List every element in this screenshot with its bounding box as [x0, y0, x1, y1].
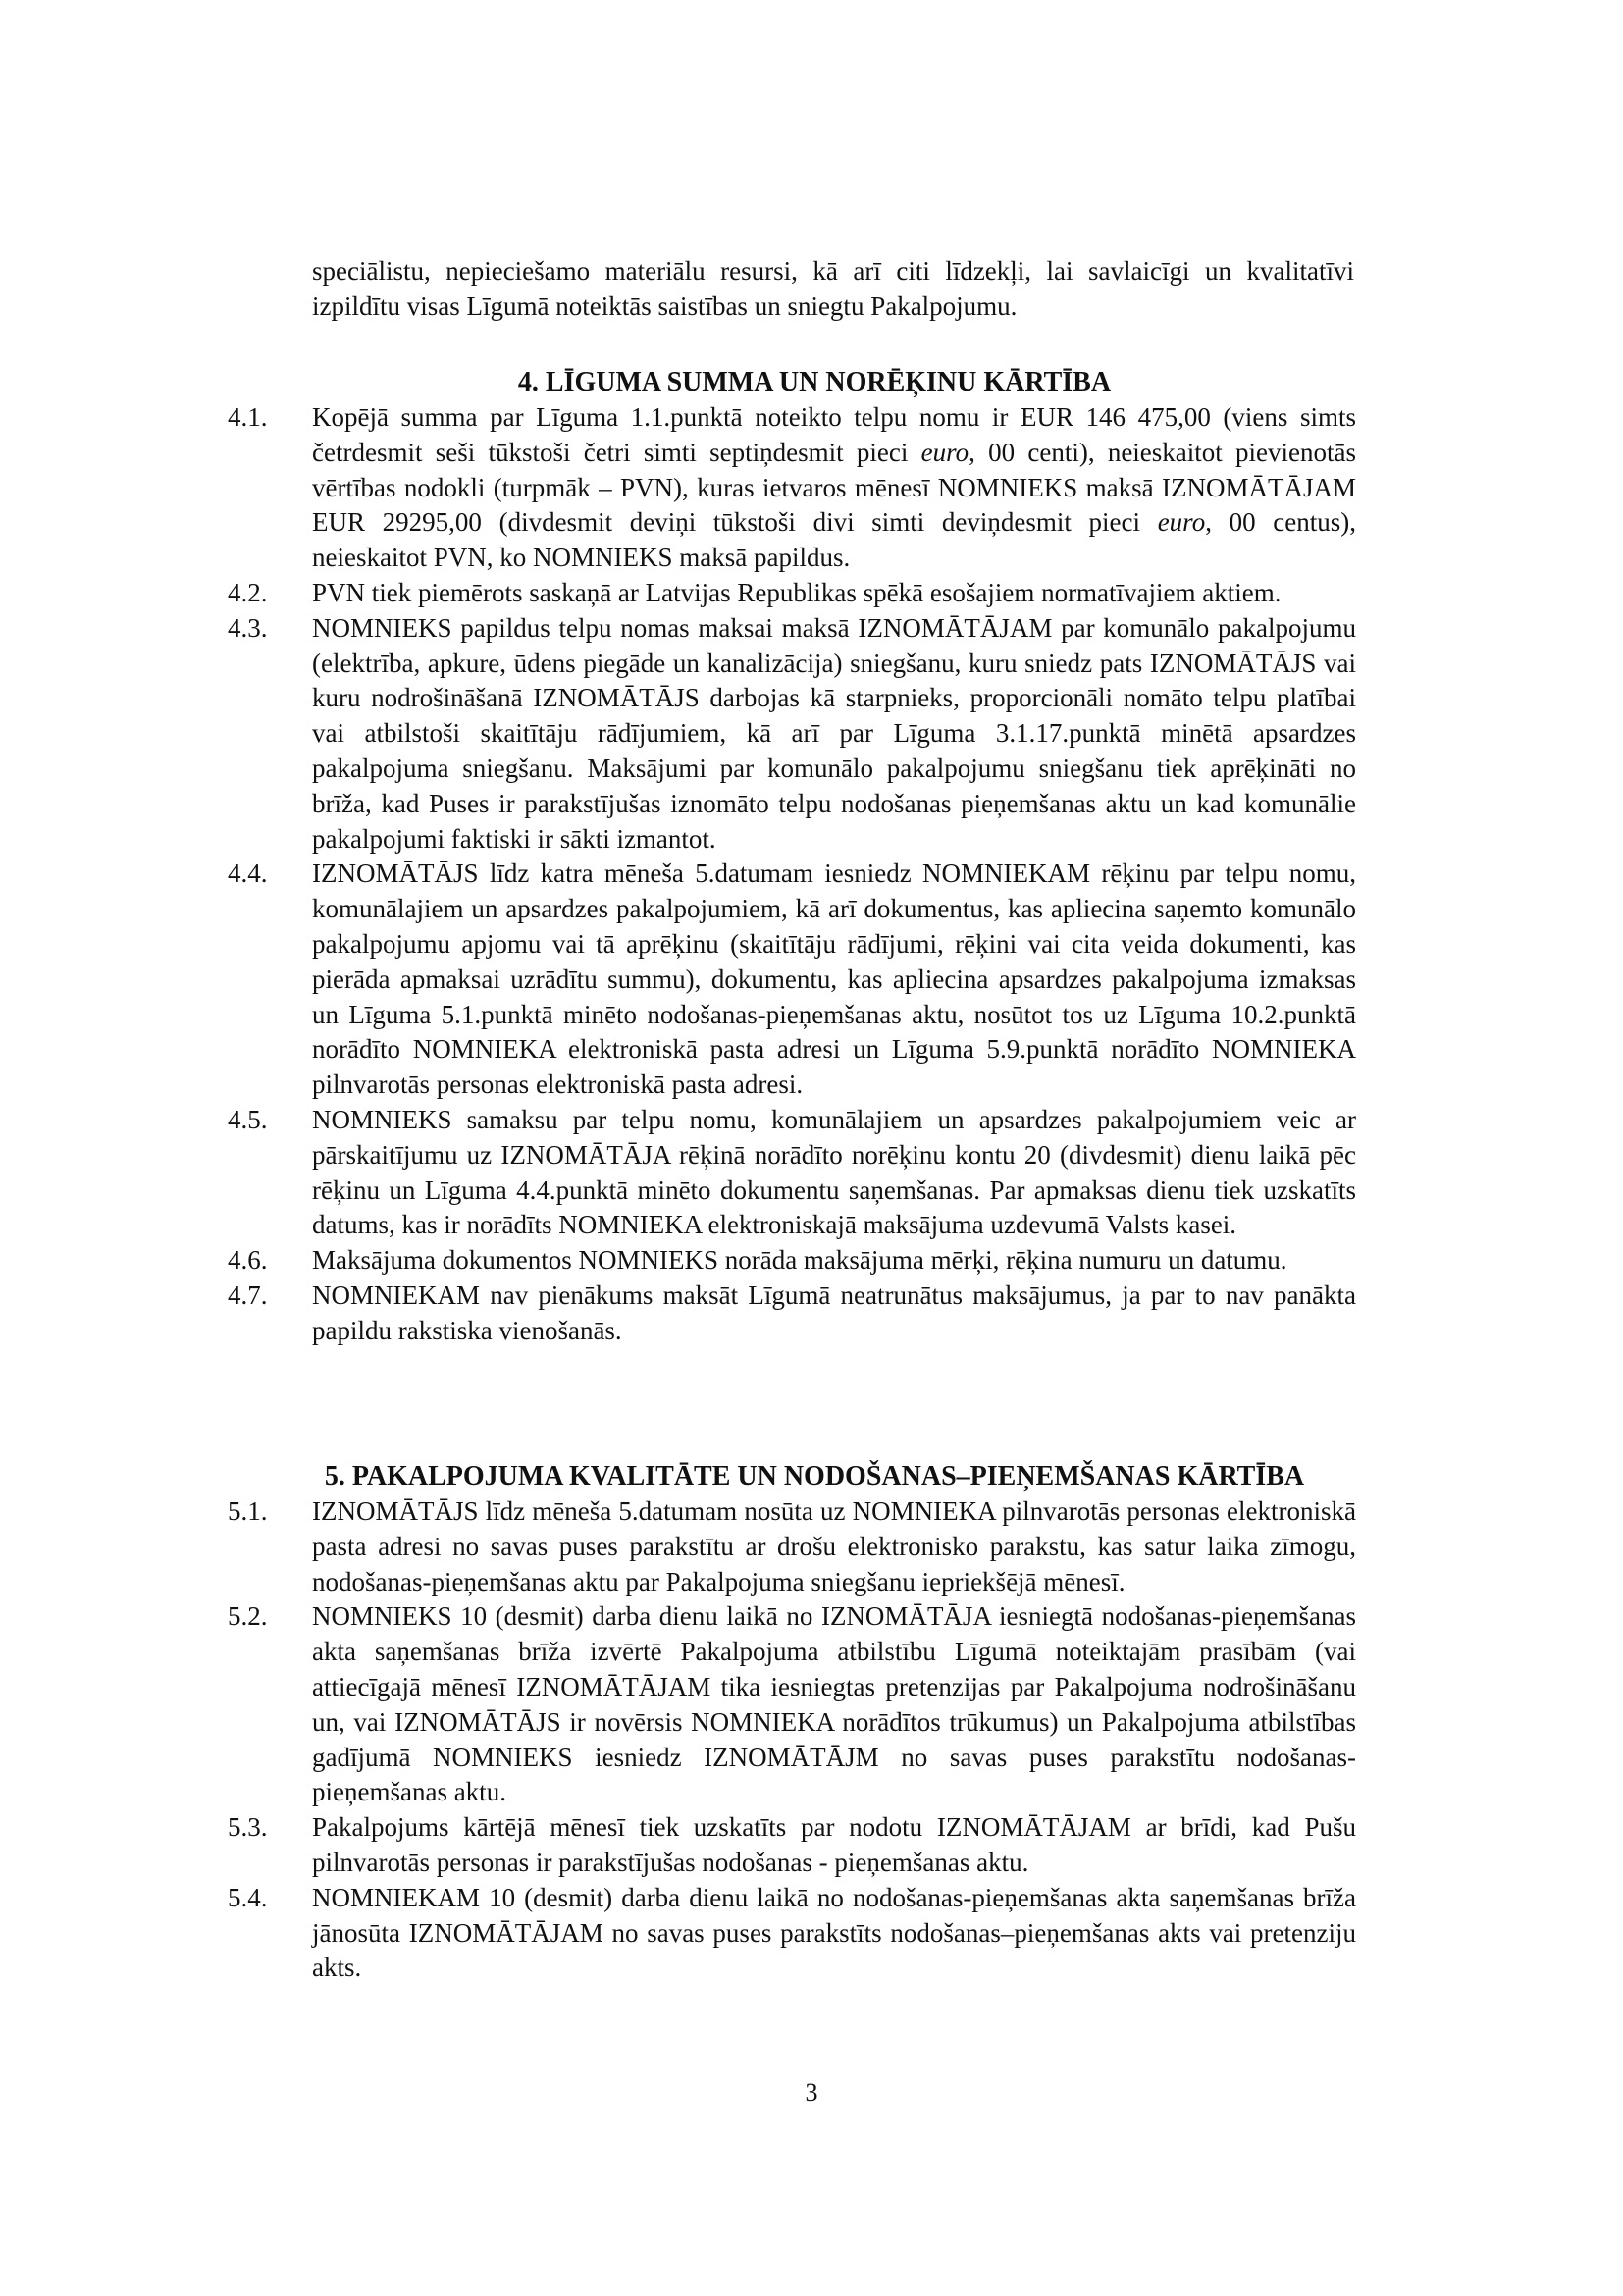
clause-number: 5.1. [228, 1496, 268, 1526]
clause-text: NOMNIEKS 10 (desmit) darba dienu laikā no IZNOMĀTĀJA iesniegtā nodošanas-pieņemšanas akta saņemšanas brīža izvērtē Pakalpojuma atbilstību Līgumā noteiktajām prasībām (vai attiecīgajā mēnesī IZNOMĀTĀJAM tika iesniegtas pretenzijas par Pakalpojuma nodrošināšanu un, vai IZNOMĀTĀJS ir novērsis NOMNIEKA norādītos trūkumus) un Pakalpojuma atbilstības gadījumā NOMNIEKS iesniedz IZNOMĀTĀJM no savas puses parakstītu nodošanas-pieņemšanas aktu. [312, 1601, 1356, 1807]
clause-4-7 [228, 1278, 1356, 1349]
intro-paragraph: speciālistu, nepieciešamo materiālu resursi, kā arī citi līdzekļi, lai savlaicīgi un kvalitatīvi izpildītu visas Līgumā noteiktās saistības un sniegtu Pakalpojumu. [312, 256, 1354, 321]
clause-text: IZNOMĀTĀJS līdz katra mēneša 5.datumam iesniedz NOMNIEKAM rēķinu par telpu nomu, komunālajiem un apsardzes pakalpojumiem, kā arī dokumentus, kas apliecina saņemto komunālo pakalpojumu apjomu vai tā aprēķinu (skaitītāju rādījumi, rēķini vai cita veida dokumenti, kas pierāda apmaksai uzrādītu summu), dokumentu, kas apliecina apsardzes pakalpojuma izmaksas un Līguma 5.1.punktā minēto nodošanas-pieņemšanas aktu, nosūtot tos uz Līguma 10.2.punktā norādīto NOMNIEKA elektroniskā pasta adresi un Līguma 5.9.punktā norādīto NOMNIEKA pilnvarotās personas elektroniskā pasta adresi. [312, 859, 1356, 1100]
section-5-heading: 5. PAKALPOJUMA KVALITĀTE UN NODOŠANAS–PIEŅEMŠANAS KĀRTĪBA [324, 1461, 1305, 1491]
clause-number: 4.4. [228, 859, 268, 889]
clause-number: 4.2. [228, 577, 268, 607]
clause-text: Pakalpojums kārtējā mēnesī tiek uzskatīts par nodotu IZNOMĀTĀJAM ar brīdi, kad Pušu pilnvarotās personas ir parakstījušas nodošanas - pieņemšanas aktu. [312, 1812, 1356, 1877]
clause-4-1 [228, 400, 1356, 576]
clause-number: 4.6. [228, 1245, 268, 1276]
clause-text: NOMNIEKAM 10 (desmit) darba dienu laikā no nodošanas-pieņemšanas akta saņemšanas brīža jānosūta IZNOMĀTĀJAM no savas puses parakstīts nodošanas–pieņemšanas akts vai pretenziju akts. [312, 1882, 1356, 1983]
clause-4-4 [228, 857, 1356, 1103]
clause-text: IZNOMĀTĀJS līdz mēneša 5.datumam nosūta uz NOMNIEKA pilnvarotās personas elektroniskā pasta adresi no savas puses parakstītu ar drošu elektronisko parakstu, kas satur laika zīmogu, nodošanas-pieņemšanas aktu par Pakalpojuma sniegšanu iepriekšējā mēnesī. [312, 1496, 1356, 1596]
section-5-clauses [228, 1494, 1356, 1986]
clause-5-3 [228, 1810, 1356, 1881]
section-4-clauses [228, 400, 1356, 1349]
clause-text: NOMNIEKAM nav pienākums maksāt Līgumā neatrunātus maksājumus, ja par to nav panākta papildu rakstiska vienošanās. [312, 1279, 1356, 1345]
clause-text: PVN tiek piemērots saskaņā ar Latvijas Republikas spēkā esošajiem normatīvajiem aktiem. [312, 577, 1282, 607]
section-4-heading: 4. LĪGUMA SUMMA UN NORĒĶINU KĀRTĪBA [517, 367, 1112, 397]
clause-text [312, 400, 1356, 576]
clause-4-5 [228, 1103, 1356, 1243]
clause-number: 4.1. [228, 402, 268, 432]
clause-text-part: Kopējā summa par Līguma 1.1.punktā noteikto telpu nomu ir EUR 146 475,00 (viens simts četrdesmit seši tūkstoši četri simti septiņdesmit pieci [312, 402, 1356, 467]
clause-4-3 [228, 611, 1356, 858]
page-number: 3 [805, 2078, 818, 2107]
clause-number: 5.2. [228, 1601, 268, 1632]
clause-number: 5.3. [228, 1812, 268, 1843]
clause-text: Maksājuma dokumentos NOMNIEKS norāda maksājuma mērķi, rēķina numuru un datumu. [312, 1245, 1287, 1276]
clause-5-1 [228, 1494, 1356, 1599]
clause-5-2 [228, 1599, 1356, 1810]
clause-text-part: , 00 centus), neieskaitot PVN, ko NOMNIEKS maksā papildus. [312, 507, 1357, 573]
clause-number: 4.5. [228, 1104, 268, 1134]
clause-4-2 [228, 576, 1356, 611]
clause-text: NOMNIEKS papildus telpu nomas maksai maksā IZNOMĀTĀJAM par komunālo pakalpojumu (elektrība, apkure, ūdens piegāde un kanalizācija) sniegšanu, kuru sniedz pats IZNOMĀTĀJS vai kuru nodrošināšanā IZNOMĀTĀJS darbojas kā starpnieks, proporcionāli nomāto telpu platībai vai atbilstoši skaitītāju rādījumiem, kā arī par Līguma 3.1.17.punktā minētā apsardzes pakalpojuma sniegšanu. Maksājumi par komunālo pakalpojumu sniegšanu tiek aprēķināti no brīža, kad Puses ir parakstījušas iznomāto telpu nodošanas pieņemšanas aktu un kad komunālie pakalpojumi faktiski ir sākti izmantot. [312, 612, 1356, 854]
clause-text-part: , 00 centi), neieskaitot pievienotās vērtības nodokli (turpmāk – PVN), kuras ietvaros mēnesī NOMNIEKS maksā IZNOMĀTĀJAM EUR 29295,00 (divdesmit deviņi tūkstoši divi simti deviņdesmit pieci [312, 437, 1356, 538]
clause-text-italic: euro [1157, 507, 1206, 538]
clause-4-6 [228, 1243, 1356, 1278]
clause-number: 5.4. [228, 1882, 268, 1912]
clause-number: 4.7. [228, 1279, 268, 1310]
clause-number: 4.3. [228, 612, 268, 643]
clause-text: NOMNIEKS samaksu par telpu nomu, komunālajiem un apsardzes pakalpojumiem veic ar pārskaitījumu uz IZNOMĀTĀJA rēķinā norādīto norēķinu kontu 20 (divdesmit) dienu laikā pēc rēķinu un Līguma 4.4.punktā minēto dokumentu saņemšanas. Par apmaksas dienu tiek uzskatīts datums, kas ir norādīts NOMNIEKA elektroniskajā maksājuma uzdevumā Valsts kasei. [312, 1104, 1356, 1240]
clause-text-italic: euro [920, 437, 969, 467]
clause-5-4 [228, 1881, 1356, 1986]
